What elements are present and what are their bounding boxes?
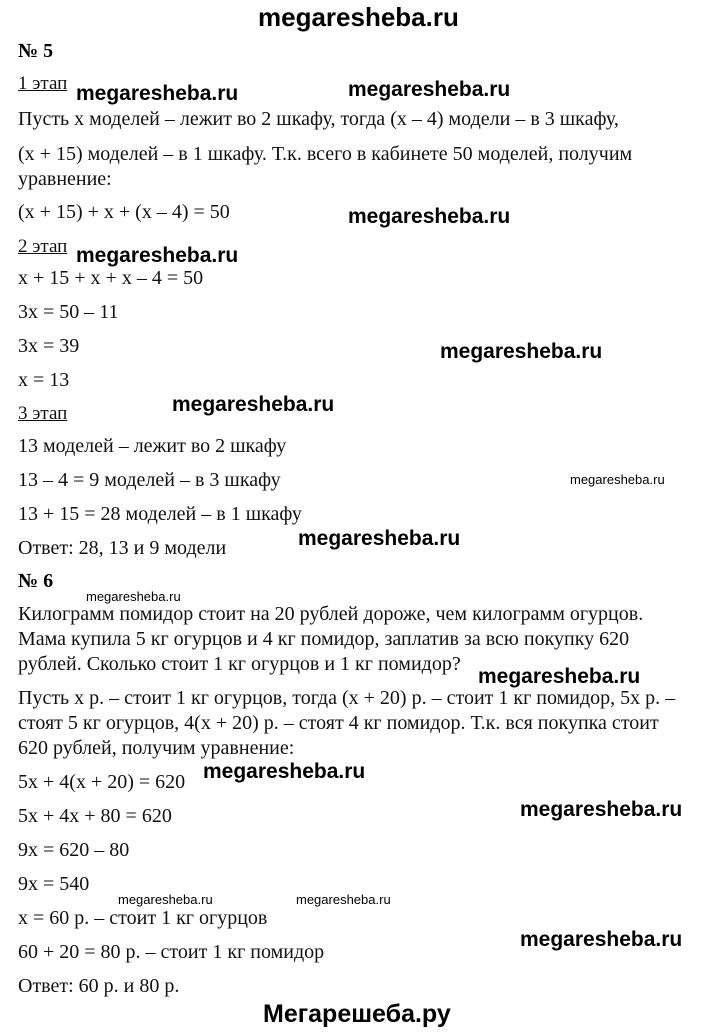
header-watermark: megaresheba.ru xyxy=(258,2,459,32)
watermark: megaresheba.ru xyxy=(76,82,239,105)
task5-result: 13 + 15 = 28 моделей – в 1 шкафу xyxy=(18,503,302,525)
task5-result: 13 моделей – лежит во 2 шкафу xyxy=(18,435,287,457)
watermark: megaresheba.ru xyxy=(478,665,641,688)
watermark: megaresheba.ru xyxy=(203,760,366,783)
task6-solution-line: стоят 5 кг огурцов, 4(х + 20) р. – стоят 4 кг помидор. Т.к. вся покупка стоит xyxy=(18,712,659,734)
task5-text-line: (х + 15) моделей – в 1 шкафу. Т.к. всего в кабинете 50 моделей, получим xyxy=(18,143,633,165)
watermark: megaresheba.ru xyxy=(348,205,511,228)
task5-answer: Ответ: 28, 13 и 9 модели xyxy=(18,537,227,559)
task6-equation: х = 60 р. – стоит 1 кг огурцов xyxy=(18,907,268,929)
watermark-small: megaresheba.ru xyxy=(570,472,665,487)
task5-number: № 5 xyxy=(18,40,54,62)
watermark-small: megaresheba.ru xyxy=(296,892,391,907)
watermark: megaresheba.ru xyxy=(440,340,603,363)
task5-stage2-label: 2 этап xyxy=(18,236,68,257)
task6-answer: Ответ: 60 р. и 80 р. xyxy=(18,975,180,997)
task6-number: № 6 xyxy=(18,570,54,592)
footer-brand: Мегарешеба.ру xyxy=(263,1000,451,1028)
task5-stage1-label: 1 этап xyxy=(18,73,68,94)
task6-equation: 9х = 540 xyxy=(18,873,90,895)
task5-equation: х + 15 + х + х – 4 = 50 xyxy=(18,267,204,289)
task5-text-line: Пусть х моделей – лежит во 2 шкафу, тогда (х – 4) модели – в 3 шкафу, xyxy=(18,108,619,130)
task6-equation: 5х + 4х + 80 = 620 xyxy=(18,805,172,827)
watermark: megaresheba.ru xyxy=(298,527,461,550)
watermark-small: megaresheba.ru xyxy=(118,892,213,907)
watermark: megaresheba.ru xyxy=(172,393,335,416)
task5-stage3-label: 3 этап xyxy=(18,403,68,424)
watermark: megaresheba.ru xyxy=(520,798,683,821)
task6-solution-line: 620 рублей, получим уравнение: xyxy=(18,737,295,759)
task6-condition: Мама купила 5 кг огурцов и 4 кг помидор, заплатив за всю покупку 620 xyxy=(18,628,630,650)
task6-equation: 9х = 620 – 80 xyxy=(18,839,130,861)
task5-result: 13 – 4 = 9 моделей – в 3 шкафу xyxy=(18,469,281,491)
task6-equation: 5х + 4(х + 20) = 620 xyxy=(18,771,186,793)
task5-equation: х = 13 xyxy=(18,369,70,391)
task6-solution-line: Пусть х р. – стоит 1 кг огурцов, тогда (х + 20) р. – стоит 1 кг помидор, 5х р. – xyxy=(18,687,676,709)
task5-equation: 3х = 39 xyxy=(18,335,80,357)
watermark: megaresheba.ru xyxy=(348,78,511,101)
watermark: megaresheba.ru xyxy=(76,244,239,267)
task5-equation: (х + 15) + х + (х – 4) = 50 xyxy=(18,201,230,223)
watermark-small: megaresheba.ru xyxy=(86,589,181,604)
task5-equation: 3х = 50 – 11 xyxy=(18,301,119,323)
task6-equation: 60 + 20 = 80 р. – стоит 1 кг помидор xyxy=(18,941,325,963)
watermark: megaresheba.ru xyxy=(520,928,683,951)
task6-condition: Килограмм помидор стоит на 20 рублей дороже, чем килограмм огурцов. xyxy=(18,603,644,625)
task5-text-line: уравнение: xyxy=(18,168,112,190)
task6-condition: рублей. Сколько стоит 1 кг огурцов и 1 кг помидор? xyxy=(18,653,461,675)
